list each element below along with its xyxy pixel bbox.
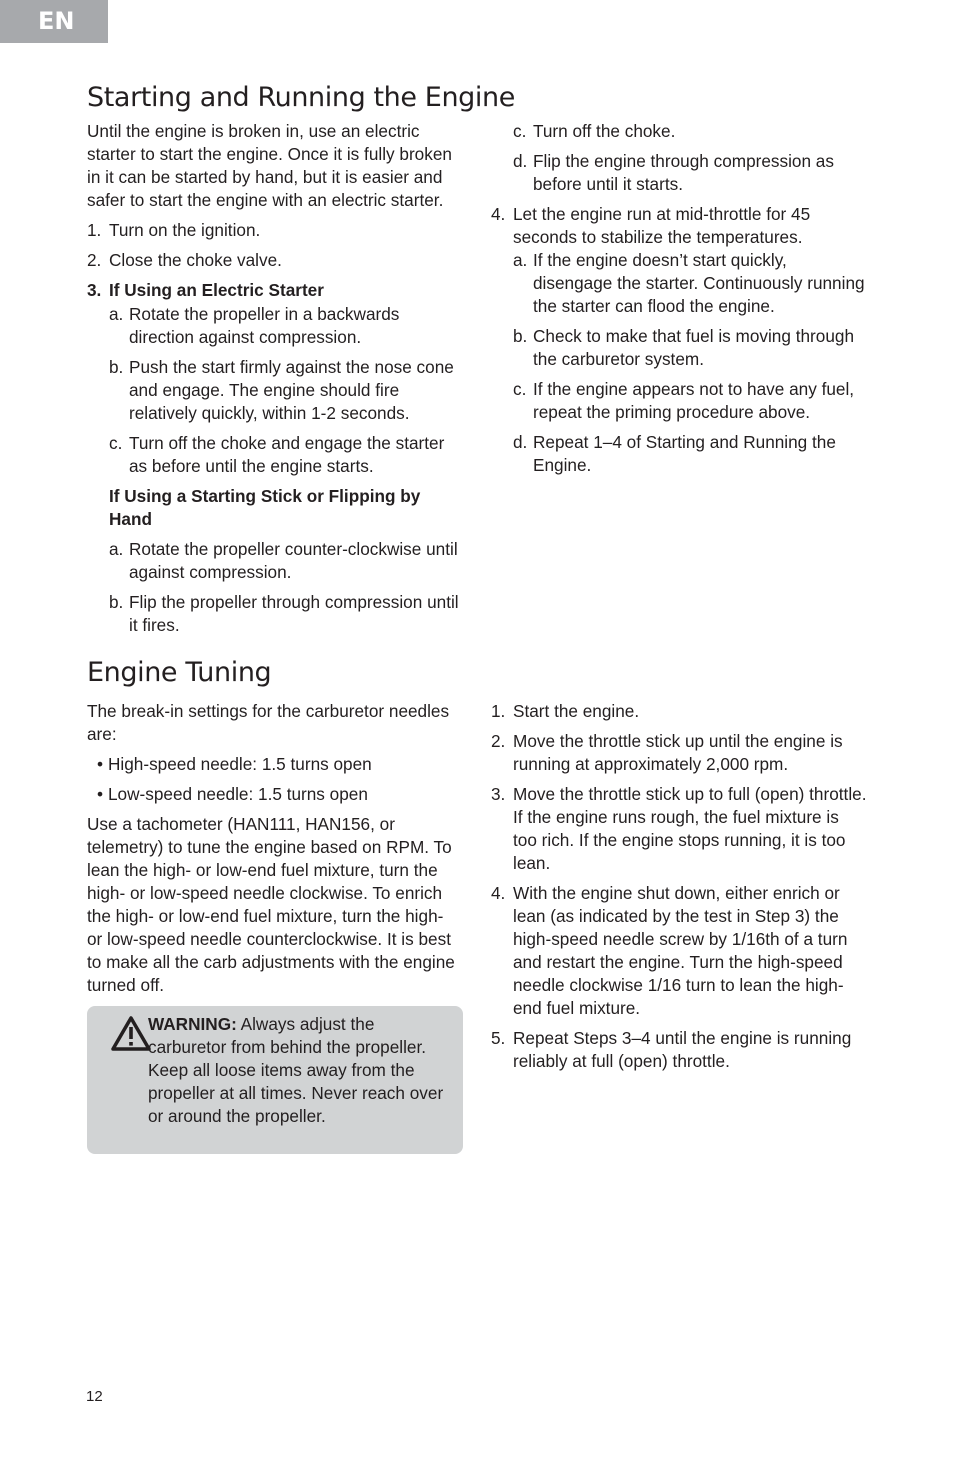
substep-a: [513, 249, 867, 318]
step-1: [87, 219, 463, 242]
substep-letter: b.: [109, 592, 124, 612]
section-title-tuning: Engine Tuning: [87, 657, 272, 688]
substep-text: Turn off the choke and engage the starter as before until the engine starts.: [129, 433, 445, 476]
substep-text: Check to make that fuel is moving through the carburetor system.: [533, 326, 854, 369]
step-number: 1.: [87, 220, 102, 240]
substep-letter: a.: [109, 304, 124, 324]
substep-letter: d.: [513, 432, 528, 452]
bullet-text: High-speed needle: 1.5 turns open: [108, 754, 372, 774]
substep-a-hand: [109, 538, 463, 584]
substep-text: Turn off the choke.: [533, 121, 676, 141]
tuning-step-5: [491, 1027, 867, 1073]
substep-text: Push the start firmly against the nose cone and engage. The engine should fire relatively quickly, within 1-2 seconds.: [129, 357, 454, 423]
step-number: 1.: [491, 701, 506, 721]
bullet-icon: •: [97, 754, 104, 774]
language-tab: EN: [0, 0, 108, 43]
bullet-text: Low-speed needle: 1.5 turns open: [108, 784, 368, 804]
substep-letter: c.: [513, 121, 527, 141]
substep-b: [513, 325, 867, 371]
substep-c-hand: [491, 120, 867, 143]
tuning-body: Use a tachometer (HAN111, HAN156, or telemetry) to tune the engine based on RPM. To lean the high- or low-end fuel mixture, turn the high- or low-speed needle clockwise. To enrich the high- or low-end fuel mixture, turn the high- or low-speed needle counterclockwise. It is best to make all the carb adjustments with the engine turned off.: [87, 814, 455, 995]
tuning-step-4: [491, 882, 867, 1020]
bullet-low-speed: [87, 783, 463, 806]
step-text: Turn on the ignition.: [109, 220, 261, 240]
bullet-high-speed: [87, 753, 463, 776]
bullet-icon: •: [97, 784, 104, 804]
substep-c: [109, 432, 463, 478]
step-text: With the engine shut down, either enrich or lean (as indicated by the test in Step 3) the high-speed needle screw by 1/16th of a turn and restart the engine. Turn the high-speed needle clockwise 1/16 turn to lean the high-end fuel mixture.: [513, 883, 848, 1018]
step-text: Start the engine.: [513, 701, 640, 721]
substep-text: Rotate the propeller in a backwards direction against compression.: [129, 304, 400, 347]
tuning-step-3: [491, 783, 867, 875]
substep-letter: a.: [513, 250, 528, 270]
section-title-starting: Starting and Running the Engine: [87, 82, 515, 113]
tuning-left-column: [87, 700, 463, 1004]
step-text: Move the throttle stick up to full (open) throttle. If the engine runs rough, the fuel mixture is too rich. If the engine stops running, it is too lean.: [513, 784, 867, 873]
warning-box: [87, 1006, 463, 1154]
tuning-right-column: [491, 700, 867, 1080]
starting-left-column: [87, 120, 463, 644]
tuning-intro: The break-in settings for the carburetor needles are:: [87, 701, 450, 744]
substep-letter: b.: [513, 326, 528, 346]
step-2: [87, 249, 463, 272]
starting-right-column: [491, 120, 867, 484]
warning-text: Always adjust the carburetor from behind the propeller. Keep all loose items away from the propeller at all times. Never reach over or around the propeller.: [148, 1014, 444, 1126]
substep-letter: d.: [513, 151, 528, 171]
step-text: Close the choke valve.: [109, 250, 282, 270]
step-number: 3.: [87, 280, 102, 300]
substep-d-hand: [491, 150, 867, 196]
substep-c: [513, 378, 867, 424]
warning-triangle-icon: [111, 1016, 151, 1052]
substep-b-hand: [109, 591, 463, 637]
step-text: Repeat Steps 3–4 until the engine is running reliably at full (open) throttle.: [513, 1028, 852, 1071]
electric-starter-heading: If Using an Electric Starter: [109, 280, 324, 300]
step-number: 4.: [491, 883, 506, 903]
starting-intro: Until the engine is broken in, use an electric starter to start the engine. Once it is fully broken in it can be started by hand, but it is easier and safer to start the engine with an electric starter.: [87, 121, 452, 210]
substep-text: Flip the engine through compression as before until it starts.: [533, 151, 834, 194]
tuning-step-1: [491, 700, 867, 723]
step-3: [87, 279, 463, 644]
step-text: Move the throttle stick up until the engine is running at approximately 2,000 rpm.: [513, 731, 843, 774]
step-number: 2.: [87, 250, 102, 270]
hand-start-heading: If Using a Starting Stick or Flipping by Hand: [109, 486, 421, 529]
step-number: 4.: [491, 204, 506, 224]
substep-text: Flip the propeller through compression until it fires.: [129, 592, 459, 635]
step-number: 5.: [491, 1028, 506, 1048]
substep-letter: b.: [109, 357, 124, 377]
warning-label: WARNING:: [148, 1014, 237, 1034]
substep-text: If the engine appears not to have any fuel, repeat the priming procedure above.: [533, 379, 855, 422]
substep-letter: c.: [109, 433, 123, 453]
substep-d: [513, 431, 867, 477]
tuning-step-2: [491, 730, 867, 776]
step-number: 2.: [491, 731, 506, 751]
step-text: Let the engine run at mid-throttle for 45 seconds to stabilize the temperatures.: [513, 204, 811, 247]
substep-letter: a.: [109, 539, 124, 559]
substep-b: [109, 356, 463, 425]
substep-a: [109, 303, 463, 349]
substep-text: Repeat 1–4 of Starting and Running the Engine.: [533, 432, 836, 475]
page-number: 12: [86, 1388, 103, 1405]
step-4: [491, 203, 867, 484]
substep-letter: c.: [513, 379, 527, 399]
substep-text: Rotate the propeller counter-clockwise until against compression.: [129, 539, 458, 582]
substep-text: If the engine doesn’t start quickly, disengage the starter. Continuously running the starter can flood the engine.: [533, 250, 865, 316]
step-number: 3.: [491, 784, 506, 804]
